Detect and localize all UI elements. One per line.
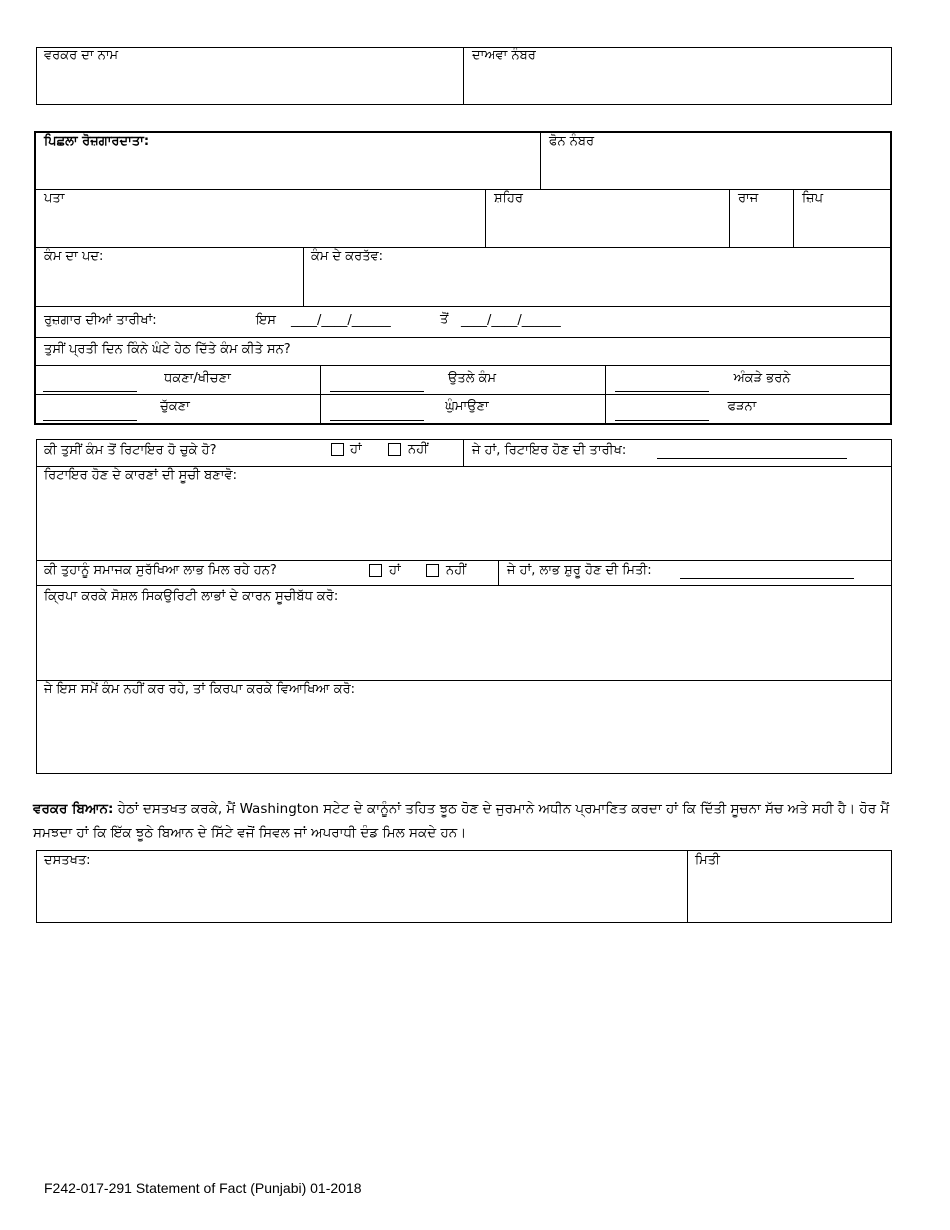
social-security-question: ਕੀ ਤੁਹਾਨੂੰ ਸਮਾਜਕ ਸੁਰੱਖਿਆ ਲਾਭ ਮਿਲ ਰਹੇ ਹਨ?	[44, 563, 277, 578]
divider	[35, 365, 891, 366]
divider	[36, 466, 892, 467]
worker-name-label: ਵਰਕਰ ਦਾ ਨਾਮ	[44, 48, 119, 63]
activity-lifting: ਚੁੱਕਣਾ	[160, 399, 190, 414]
zip-field[interactable]	[795, 209, 889, 246]
divider	[463, 47, 464, 105]
retirement-date-field[interactable]	[657, 458, 847, 459]
divider	[793, 189, 794, 247]
job-duties-label: ਕੰਮ ਦੇ ਕਰਤੱਵ:	[311, 249, 384, 264]
previous-employer-label: ਪਿਛਲਾ ਰੋਜ਼ਗਾਰਦਾਤਾ:	[44, 134, 150, 149]
ss-yes-checkbox[interactable]	[369, 564, 382, 577]
retired-question: ਕੀ ਤੁਸੀਂ ਕੰਮ ਤੋਂ ਰਿਟਾਇਰ ਹੋ ਚੁਕੇ ਹੋ?	[44, 443, 217, 458]
ss-no-label: ਨਹੀਂ	[446, 563, 467, 578]
worker-name-field[interactable]	[37, 66, 462, 104]
divider	[36, 680, 892, 681]
phone-field[interactable]	[542, 152, 889, 188]
divider	[35, 247, 891, 248]
activity-overhead-work: ਉਤਲੇ ਕੰਮ	[447, 371, 497, 386]
from-date-field[interactable]: ____/____/______	[291, 313, 391, 328]
not-working-field[interactable]	[37, 700, 891, 773]
signature-date-field[interactable]	[689, 872, 889, 922]
activity-grasping: ਫੜਨਾ	[727, 399, 757, 414]
divider	[36, 560, 892, 561]
benefit-start-date-field[interactable]	[680, 578, 854, 579]
retired-no-label: ਨਹੀਂ	[408, 442, 429, 457]
address-label: ਪਤਾ	[44, 191, 65, 206]
job-title-label: ਕੰਮ ਦਾ ਪਦ:	[44, 249, 104, 264]
divider	[35, 394, 891, 395]
divider	[35, 337, 891, 338]
to-date-field[interactable]: ____/____/______	[461, 313, 561, 328]
to-label: ਤੋਂ	[440, 312, 449, 327]
city-field[interactable]	[487, 209, 727, 246]
retired-yes-checkbox[interactable]	[331, 443, 344, 456]
activity-data-entry: ਅੰਕੜੇ ਭਰਨੇ	[733, 371, 791, 386]
retirement-reasons-field[interactable]	[37, 487, 891, 559]
statement-text: ਹੇਠਾਂ ਦਸਤਖਤ ਕਰਕੇ, ਮੈਂ Washington ਸਟੇਟ ਦੇ ਕਾਨੂੰਨਾਂ ਤਹਿਤ ਝੂਠ ਹੋਣ ਦੇ ਜੁਰਮਾਨੇ ਅਧੀਨ ਪ੍ਰਮਾਣਿਤ ਕਰਦਾ ਹਾਂ ਕਿ ਦਿੱਤੀ ਸੂਚਨਾ ਸੱਚ ਅਤੇ ਸਹੀ ਹੈ। ਹੋਰ ਮੈਂ ਸਮਝਦਾ ਹਾਂ ਕਿ ਇੱਕ ਝੂਠੇ ਬਿਆਨ ਦੇ ਸਿੱਟੇ ਵਜੋਂ ਸਿਵਲ ਜਾਂ ਅਪਰਾਧੀ ਦੰਡ ਮਿਲ ਸਕਦੇ ਹਨ।	[33, 801, 890, 841]
job-duties-field[interactable]	[305, 267, 889, 304]
hours-input-data-entry[interactable]	[615, 391, 709, 392]
retired-yes-label: ਹਾਂ	[350, 442, 362, 457]
divider	[485, 189, 486, 247]
divider	[498, 560, 499, 585]
activity-twisting: ਘੁੰਮਾਉਣਾ	[445, 399, 489, 414]
hours-input-twisting[interactable]	[330, 420, 424, 421]
divider	[687, 850, 688, 923]
divider	[36, 585, 892, 586]
address-field[interactable]	[37, 209, 483, 246]
ss-yes-label: ਹਾਂ	[389, 563, 401, 578]
signature-field[interactable]	[37, 872, 685, 922]
hours-input-overhead-work[interactable]	[330, 391, 424, 392]
hours-question: ਤੁਸੀਂ ਪ੍ਰਤੀ ਦਿਨ ਕਿੰਨੇ ਘੰਟੇ ਹੇਠ ਦਿੱਤੇ ਕੰਮ ਕੀਤੇ ਸਨ?	[44, 342, 291, 357]
hours-input-grasping[interactable]	[615, 420, 709, 421]
previous-employer-field[interactable]	[37, 152, 539, 188]
divider	[463, 439, 464, 466]
worker-statement	[33, 797, 913, 845]
retired-no-checkbox[interactable]	[388, 443, 401, 456]
ss-reasons-field[interactable]	[37, 607, 891, 679]
form-id: F242-017-291 Statement of Fact (Punjabi) 01-2018	[44, 1180, 362, 1196]
statement-heading: ਵਰਕਰ ਬਿਆਨ:	[33, 801, 114, 817]
state-field[interactable]	[731, 209, 791, 246]
state-label: ਰਾਜ	[738, 191, 759, 206]
retirement-date-label: ਜੇ ਹਾਂ, ਰਿਟਾਇਰ ਹੋਣ ਦੀ ਤਾਰੀਖ:	[472, 443, 627, 458]
ss-no-checkbox[interactable]	[426, 564, 439, 577]
not-working-label: ਜੇ ਇਸ ਸਮੇਂ ਕੰਮ ਨਹੀਂ ਕਰ ਰਹੇ, ਤਾਂ ਕਿਰਪਾ ਕਰਕੇ ਵਿਆਖਿਆ ਕਰੋ:	[44, 682, 356, 697]
divider	[729, 189, 730, 247]
activity-push-pull: ਧਕਣਾ/ਖੀਚਣਾ	[164, 371, 231, 386]
job-title-field[interactable]	[37, 267, 301, 304]
claim-number-field[interactable]	[465, 66, 890, 104]
divider	[540, 132, 541, 190]
from-label: ਇਸ	[256, 313, 276, 328]
divider	[35, 189, 891, 190]
hours-input-lifting[interactable]	[43, 420, 137, 421]
city-label: ਸ਼ਹਿਰ	[494, 191, 523, 206]
zip-label: ਜ਼ਿਪ	[802, 191, 824, 206]
retirement-reasons-label: ਰਿਟਾਇਰ ਹੋਣ ਦੇ ਕਾਰਣਾਂ ਦੀ ਸੂਚੀ ਬਣਾਵੋ:	[44, 468, 237, 483]
date-label: ਮਿਤੀ	[695, 853, 720, 868]
hours-input-push-pull[interactable]	[43, 391, 137, 392]
employment-dates-label: ਰੁਜ਼ਗਾਰ ਦੀਆਂ ਤਾਰੀਖਾਂ:	[44, 313, 157, 328]
phone-label: ਫੋਨ ਨੰਬਰ	[549, 134, 595, 149]
divider	[303, 247, 304, 306]
divider	[35, 306, 891, 307]
signature-label: ਦਸਤਖਤ:	[44, 853, 91, 868]
benefit-start-label: ਜੇ ਹਾਂ, ਲਾਭ ਸ਼ੁਰੂ ਹੋਣ ਦੀ ਮਿਤੀ:	[507, 563, 652, 578]
claim-number-label: ਦਾਅਵਾ ਨੰਬਰ	[472, 48, 536, 63]
ss-reasons-label: ਕ੍ਰਿਪਾ ਕਰਕੇ ਸੋਸ਼ਲ ਸਿਕਉਰਿਟੀ ਲਾਭਾਂ ਦੇ ਕਾਰਨ ਸੂਚੀਬੱਧ ਕਰੋ:	[44, 589, 339, 604]
